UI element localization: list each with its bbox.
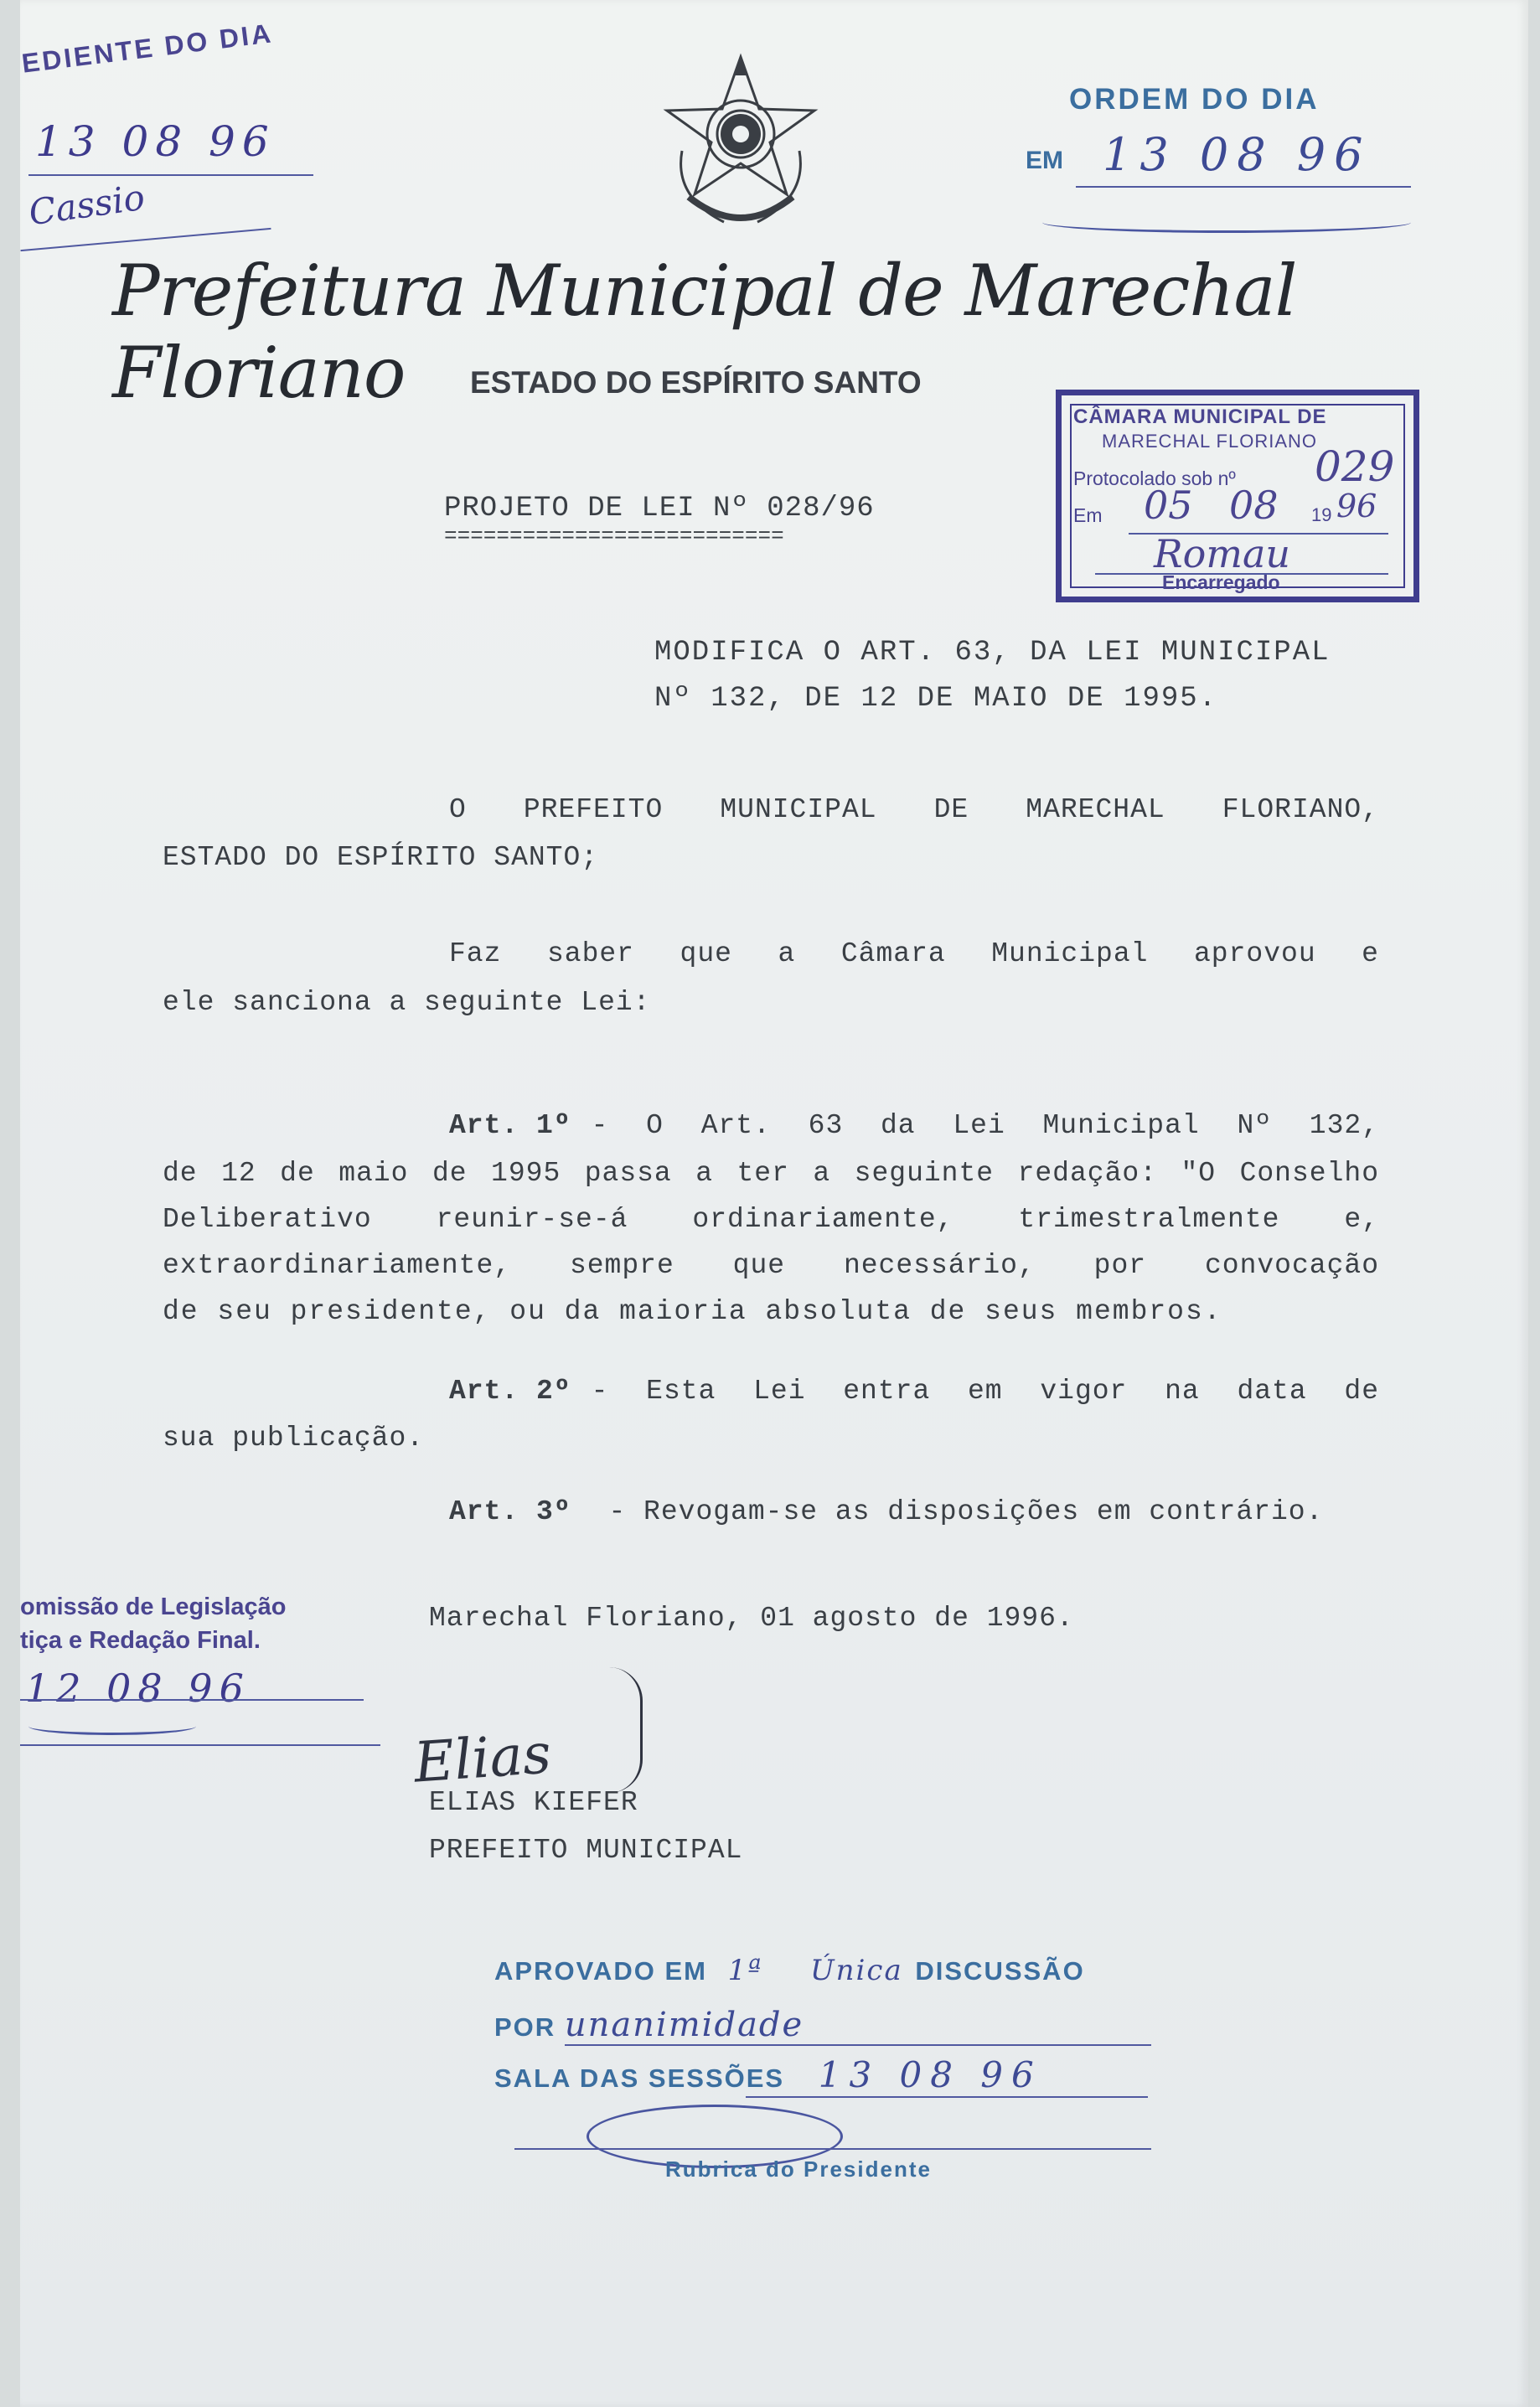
faz-saber-line1: Faz saber que a Câmara Municipal aprovou e [449,938,1379,969]
expediente-title: EDIENTE DO DIA [20,18,275,79]
art3-rest: - Revogam-se as disposições em contrário. [608,1496,1324,1527]
art1-label: Art. 1º [449,1110,571,1141]
project-title-underline: ========================== [444,524,784,549]
document-sheet [20,0,1528,2407]
protocolo-em-label: Em [1073,504,1103,526]
aprovado-sala-date: 13 08 96 [818,2054,1042,2095]
ordem-do-dia-signature [1042,212,1411,233]
protocolo-signature: Romau [1154,531,1290,576]
art1-line3: Deliberativo reunir-se-á ordinariamente, trimestralmente e, [163,1204,1379,1235]
art1-line2: de 12 de maio de 1995 passa a ter a seguinte redação: "O Conselho [163,1158,1379,1189]
comissao-date: 12 08 96 [25,1666,251,1711]
art1-line4: extraordinariamente, sempre que necessário, por convocação [163,1250,1379,1281]
aprovado-unanimidade: unanimidade [564,2006,804,2044]
project-title: PROJETO DE LEI Nº 028/96 [444,493,875,524]
ordem-do-dia-em-label: EM [1026,147,1063,174]
signer-title: PREFEITO MUNICIPAL [429,1835,743,1866]
aprovado-prefix: APROVADO EM [494,1956,707,1986]
art3-label: Art. 3º [449,1496,571,1527]
aprovado-line1 [494,1954,1165,1987]
art2-label: Art. 2º [449,1376,571,1407]
art3-line [163,1496,1379,1527]
mayor-signature-stroke [598,1667,643,1793]
aprovado-line3 [494,2054,1165,2095]
ordem-do-dia-date: 13 08 96 [1103,128,1372,181]
place-date: Marechal Floriano, 01 agosto de 1996. [429,1603,1074,1634]
aprovado-por: POR [494,2012,556,2042]
state-name: ESTADO DO ESPÍRITO SANTO [470,365,922,400]
expediente-stamp [20,18,322,251]
protocolo-year-suffix: 96 [1336,488,1377,524]
ementa-line1: MODIFICA O ART. 63, DA LEI MUNICIPAL [654,637,1331,669]
art2-line1 [163,1376,1379,1407]
aprovado-suffix: DISCUSSÃO [915,1956,1085,1986]
protocolo-stamp [1056,390,1419,602]
art1-line1 [163,1110,1379,1141]
mayor-signature: Elias [411,1721,554,1795]
aprovado-rubrica: Rubrica do Presidente [665,2156,932,2182]
protocolo-number: 029 [1315,442,1395,491]
protocolo-date-day: 05 [1144,483,1193,528]
preamble-line2: ESTADO DO ESPÍRITO SANTO; [163,842,599,873]
aprovado-sala: SALA DAS SESSÕES [494,2064,785,2093]
protocolo-line1: CÂMARA MUNICIPAL DE [1073,405,1327,428]
ementa-line2: Nº 132, DE 12 DE MAIO DE 1995. [654,683,1218,715]
art2-line1-rest: - Esta Lei entra em vigor na data de [591,1376,1379,1407]
aprovado-hand1: 1ª [727,1954,763,1987]
comissao-line2: tiça e Redação Final. [20,1627,261,1654]
protocolo-date-month: 08 [1229,483,1279,528]
aprovado-hand2: Única [810,1954,903,1987]
art1-line5: de seu presidente, ou da maioria absoluta de seus membros. [163,1296,1222,1327]
protocolo-label: Protocolado sob nº [1073,467,1236,489]
preamble-line1: O PREFEITO MUNICIPAL DE MARECHAL FLORIANO, [449,794,1379,825]
expediente-date: 13 08 96 [35,117,276,166]
faz-saber-line2: ele sanciona a seguinte Lei: [163,987,651,1018]
municipality-title: Prefeitura Municipal de Marechal Floriano [112,250,1297,414]
art1-line1-rest: - O Art. 63 da Lei Municipal Nº 132, [591,1110,1379,1141]
protocolo-encarregado: Encarregado [1162,571,1280,593]
protocolo-line2: MARECHAL FLORIANO [1102,431,1318,452]
aprovado-line2 [494,2006,1165,2044]
state-coat-of-arms-icon [657,50,824,239]
comissao-signature [28,1717,196,1735]
aprovado-stamp [494,1945,1181,2197]
comissao-line1: omissão de Legislação [20,1593,287,1620]
protocolo-year-prefix: 19 [1311,504,1332,525]
ordem-do-dia-title: ORDEM DO DIA [1069,83,1320,116]
expediente-signature: Cassio [26,176,147,234]
ordem-do-dia-stamp [1026,80,1461,247]
signer-name: ELIAS KIEFER [429,1787,638,1818]
comissao-stamp [20,1592,389,1759]
art2-line2: sua publicação. [163,1423,425,1454]
